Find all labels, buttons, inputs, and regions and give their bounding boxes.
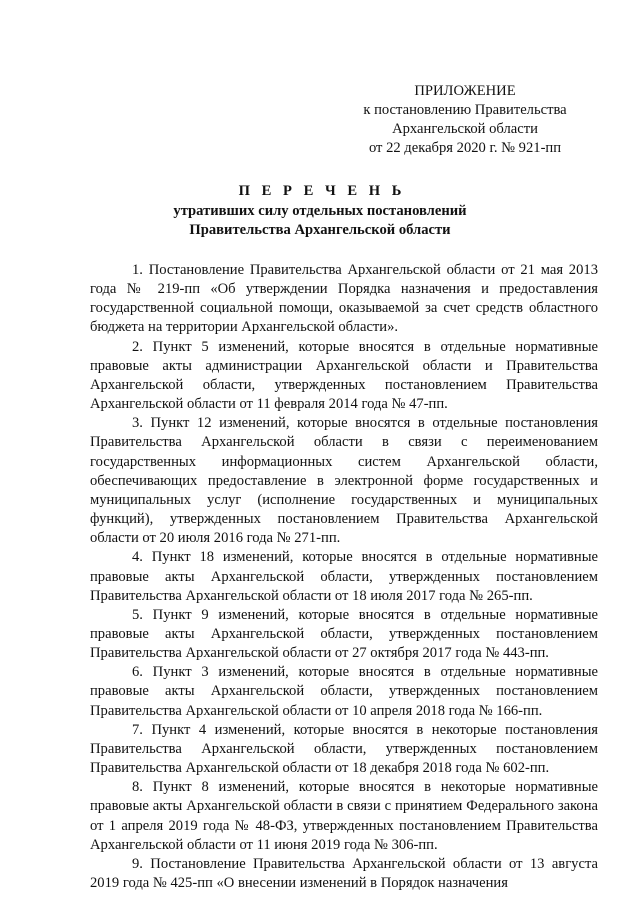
appendix-resolution-ref: к постановлению Правительства: [363, 102, 567, 118]
document-body: [90, 261, 598, 893]
appendix-header: [330, 82, 600, 158]
appendix-region: Архангельской области: [392, 121, 538, 137]
list-item-9: 9. Постановление Правительства Архангельской области от 13 августа 2019 года № 425-пп «О внесении изменений в Порядок назначения: [90, 855, 598, 891]
list-item-7: 7. Пункт 4 изменений, которые вносятся в некоторые постановления Правительства Архангельской области, утвержденных постановлением Правительства Архангельской области от 18 декабря 2018 года № 602-пп.: [90, 721, 598, 777]
list-item-4: 4. Пункт 18 изменений, которые вносятся в отдельные нормативные правовые акты Архангельской области, утвержденных постановлением Правительства Архангельской области от 18 июля 2017 года № 265-пп.: [90, 549, 598, 604]
list-item-8: 8. Пункт 8 изменений, которые вносятся в некоторые нормативные правовые акты Архангельской области в связи с принятием Федерального закона от 1 апреля 2019 года № 48-ФЗ, утвержденных постановлением Правительства Архангельской области от 11 июня 2019 года № 306-пп.: [90, 779, 598, 853]
title-subtitle-2: Правительства Архангельской области: [189, 222, 451, 238]
appendix-label: ПРИЛОЖЕНИЕ: [414, 83, 516, 99]
document-title: [0, 182, 640, 241]
appendix-date-number: от 22 декабря 2020 г. № 921-пп: [368, 140, 562, 156]
title-subtitle-1: утративших силу отдельных постановлений: [173, 202, 467, 219]
list-item-3: 3. Пункт 12 изменений, которые вносятся в отдельные постановления Правительства Архангельской области в связи с переименованием государственных информационных систем Архангельской области, обеспечивающих предоставление в электронной форме государственных и муниципальных услуг (исполнение государственных и муниципальных функций), утвержденных постановлением Правительства Архангельской области от 20 июля 2016 года № 271-пп.: [90, 415, 598, 547]
title-main: П Е Р Е Ч Е Н Ь: [238, 183, 406, 199]
list-item-2: 2. Пункт 5 изменений, которые вносятся в отдельные нормативные правовые акты администрации Архангельской области и Правительства Архангельской области, утвержденных постановлением Правительства Архангельской области от 11 февраля 2014 года № 47-пп.: [90, 338, 598, 413]
list-item-5: 5. Пункт 9 изменений, которые вносятся в отдельные нормативные правовые акты Архангельской области, утвержденных постановлением Правительства Архангельской области от 27 октября 2017 года № 443-пп.: [90, 606, 598, 662]
list-item-6: 6. Пункт 3 изменений, которые вносятся в отдельные нормативные правовые акты Архангельской области, утвержденных постановлением Правительства Архангельской области от 10 апреля 2018 года № 166-пп.: [90, 664, 598, 719]
list-item-1: 1. Постановление Правительства Архангельской области от 21 мая 2013 года № 219-пп «Об утверждении Порядка назначения и предоставления государственной социальной помощи, оказываемой за счет средств областного бюджета на территории Архангельской области».: [90, 262, 598, 336]
